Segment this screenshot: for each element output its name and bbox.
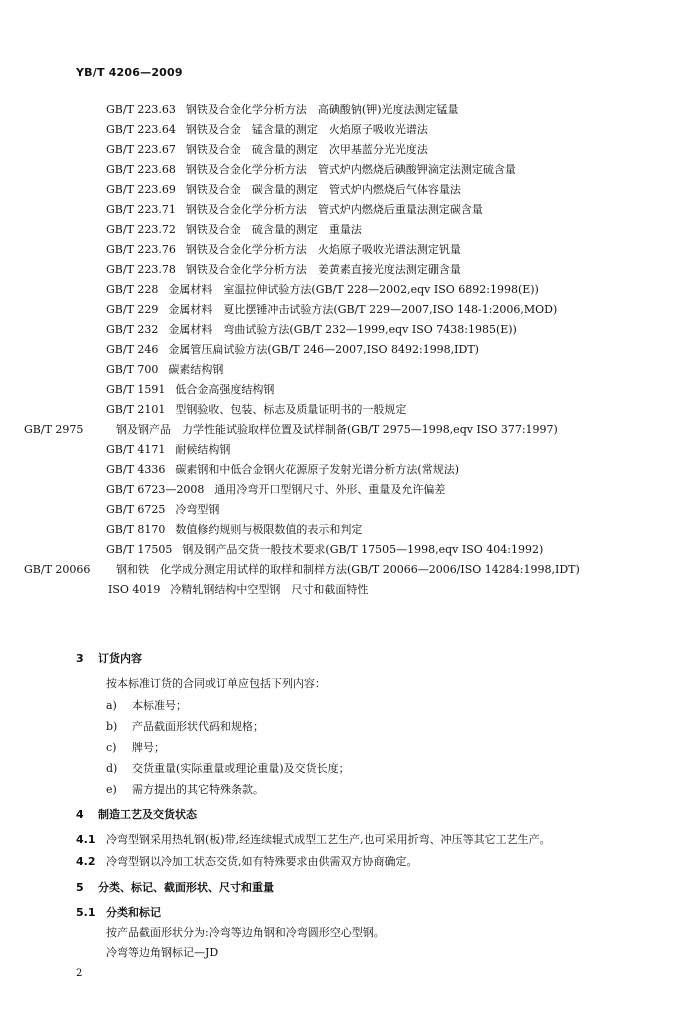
clause xyxy=(76,831,551,847)
list-marker: b) xyxy=(106,720,118,733)
clause-number: 4.1 xyxy=(76,833,96,846)
reference-title: 金属管压扁试验方法(GB/T 246—2007,ISO 8492:1998,IDT) xyxy=(168,343,479,356)
reference-title: 钢铁及合金化学分析方法 火焰原子吸收光谱法测定钒量 xyxy=(185,243,461,256)
clause-text: 冷弯型钢以冷加工状态交货,如有特殊要求由供需双方协商确定。 xyxy=(106,855,418,868)
reference-code: GB/T 8170 xyxy=(106,523,166,536)
reference-title: 钢铁及合金 锰含量的测定 火焰原子吸收光谱法 xyxy=(185,123,428,136)
reference-item xyxy=(106,140,666,160)
reference-title: 钢铁及合金 硫含量的测定 次甲基蓝分光光度法 xyxy=(185,143,428,156)
list-marker: d) xyxy=(106,762,118,775)
reference-item xyxy=(106,240,666,260)
reference-code: GB/T 223.78 xyxy=(106,263,176,276)
list-text: 交货重量(实际重量或理论重量)及交货长度； xyxy=(132,762,350,775)
section-5-heading xyxy=(76,879,274,895)
reference-title: 冷弯型钢 xyxy=(175,503,220,516)
section-4-heading xyxy=(76,806,197,822)
section-3-heading xyxy=(76,650,142,666)
section-title: 分类、标记、截面形状、尺寸和重量 xyxy=(98,881,274,894)
reference-code: GB/T 700 xyxy=(106,363,159,376)
reference-item xyxy=(106,500,666,520)
reference-item xyxy=(106,360,666,380)
page-number: 2 xyxy=(76,968,83,979)
clause-text: 冷弯型钢采用热轧钢(板)带,经连续辊式成型工艺生产,也可采用折弯、冲压等其它工艺生产。 xyxy=(106,833,551,846)
reference-title: 通用冷弯开口型钢尺寸、外形、重量及允许偏差 xyxy=(214,483,446,496)
reference-item xyxy=(106,520,666,540)
reference-code: ISO 4019 xyxy=(108,583,161,596)
reference-item xyxy=(106,540,666,560)
reference-title: 冷精轧钢结构中空型钢 尺寸和截面特性 xyxy=(170,583,369,596)
reference-code: GB/T 228 xyxy=(106,283,159,296)
reference-code: GB/T 223.71 xyxy=(106,203,176,216)
reference-code: GB/T 223.67 xyxy=(106,143,176,156)
clause-number: 4.2 xyxy=(76,855,96,868)
reference-title: 耐候结构钢 xyxy=(175,443,231,456)
reference-item xyxy=(108,580,666,600)
reference-title: 钢铁及合金化学分析方法 高碘酸钠(钾)光度法测定锰量 xyxy=(185,103,459,116)
list-item xyxy=(106,697,187,713)
reference-item xyxy=(106,200,666,220)
reference-title: 金属材料 夏比摆锤冲击试验方法(GB/T 229—2007,ISO 148-1:2006,MOD) xyxy=(168,303,558,316)
reference-item xyxy=(106,440,666,460)
reference-code: GB/T 232 xyxy=(106,323,159,336)
reference-code: GB/T 223.64 xyxy=(106,123,176,136)
reference-title: 型钢验收、包装、标志及质量证明书的一般规定 xyxy=(175,403,407,416)
list-marker: a) xyxy=(106,699,117,712)
section-number: 3 xyxy=(76,652,84,665)
reference-title: 钢及钢产品 力学性能试验取样位置及试样制备(GB/T 2975—1998,eqv ISO 377:1997) xyxy=(116,423,558,436)
normative-references-list xyxy=(24,100,666,600)
reference-code: GB/T 223.76 xyxy=(106,243,176,256)
list-item xyxy=(106,781,264,797)
reference-code: GB/T 229 xyxy=(106,303,159,316)
reference-code: GB/T 223.63 xyxy=(106,103,176,116)
reference-code: GB/T 2101 xyxy=(106,403,166,416)
reference-item: GB/T 20066 钢和铁 化学成分测定用试样的取样和制样方法(GB/T 20066—2006/ISO 14284:1998,IDT) xyxy=(24,563,580,576)
reference-title: 钢及钢产品交货一般技术要求(GB/T 17505—1998,eqv ISO 404:1992) xyxy=(182,543,544,556)
reference-title: 碳素结构钢 xyxy=(168,363,224,376)
section-number: 4 xyxy=(76,808,84,821)
reference-code: GB/T 6723—2008 xyxy=(106,483,205,496)
list-text: 产品截面形状代码和规格； xyxy=(132,720,264,733)
list-marker: c) xyxy=(106,741,117,754)
list-text: 需方提出的其它特殊条款。 xyxy=(132,783,264,796)
reference-item xyxy=(106,160,666,180)
reference-code: GB/T 6725 xyxy=(106,503,166,516)
reference-item xyxy=(106,260,666,280)
reference-title: 钢铁及合金化学分析方法 姜黄素直接光度法测定硼含量 xyxy=(185,263,461,276)
reference-item xyxy=(106,480,666,500)
list-item xyxy=(106,718,264,734)
reference-title: 钢铁及合金 碳含量的测定 管式炉内燃烧后气体容量法 xyxy=(185,183,461,196)
reference-item xyxy=(106,400,666,420)
reference-item xyxy=(106,320,666,340)
reference-item xyxy=(106,340,666,360)
document-code: YB/T 4206—2009 xyxy=(76,66,183,79)
reference-code: GB/T 246 xyxy=(106,343,159,356)
list-item xyxy=(106,739,165,755)
section-number: 5 xyxy=(76,881,84,894)
reference-code: GB/T 223.72 xyxy=(106,223,176,236)
reference-item xyxy=(106,280,666,300)
list-marker: e) xyxy=(106,783,117,796)
reference-item xyxy=(106,120,666,140)
reference-title: 钢铁及合金 硫含量的测定 重量法 xyxy=(185,223,362,236)
reference-item: GB/T 2975 钢及钢产品 力学性能试验取样位置及试样制备(GB/T 2975—1998,eqv ISO 377:1997) xyxy=(24,423,558,436)
reference-code: GB/T 1591 xyxy=(106,383,166,396)
subsection-number: 5.1 xyxy=(76,906,96,919)
section-title: 制造工艺及交货状态 xyxy=(98,808,197,821)
reference-code: GB/T 4171 xyxy=(106,443,166,456)
reference-title: 碳素钢和中低合金钢火花源原子发射光谱分析方法(常规法) xyxy=(175,463,459,476)
subsection-5-1-heading xyxy=(76,904,161,920)
reference-item xyxy=(106,220,666,240)
reference-item xyxy=(106,300,666,320)
reference-item xyxy=(106,180,666,200)
reference-title: 金属材料 弯曲试验方法(GB/T 232—1999,eqv ISO 7438:1985(E)) xyxy=(168,323,517,336)
section-title: 订货内容 xyxy=(98,652,142,665)
reference-title: 钢和铁 化学成分测定用试样的取样和制样方法(GB/T 20066—2006/ISO 14284:1998,IDT) xyxy=(116,563,580,576)
list-text: 牌号； xyxy=(132,741,165,754)
reference-code: GB/T 223.69 xyxy=(106,183,176,196)
reference-item xyxy=(106,460,666,480)
reference-title: 钢铁及合金化学分析方法 管式炉内燃烧后碘酸钾滴定法测定硫含量 xyxy=(185,163,516,176)
section-3-intro: 按本标准订货的合同或订单应包括下列内容： xyxy=(106,677,326,690)
reference-title: 数值修约规则与极限数值的表示和判定 xyxy=(175,523,363,536)
reference-title: 金属材料 室温拉伸试验方法(GB/T 228—2002,eqv ISO 6892:1998(E)) xyxy=(168,283,539,296)
reference-code: GB/T 223.68 xyxy=(106,163,176,176)
list-item xyxy=(106,760,350,776)
paragraph: 按产品截面形状分为:冷弯等边角钢和冷弯圆形空心型钢。 xyxy=(106,926,385,939)
subsection-title: 分类和标记 xyxy=(106,906,161,919)
reference-title: 低合金高强度结构钢 xyxy=(175,383,275,396)
clause xyxy=(76,853,418,869)
reference-item xyxy=(106,100,666,120)
reference-item xyxy=(106,380,666,400)
reference-code: GB/T 17505 xyxy=(106,543,173,556)
list-text: 本标准号； xyxy=(132,699,187,712)
reference-code: GB/T 4336 xyxy=(106,463,166,476)
paragraph: 冷弯等边角钢标记—JD xyxy=(106,946,219,959)
reference-title: 钢铁及合金化学分析方法 管式炉内燃烧后重量法测定碳含量 xyxy=(185,203,483,216)
